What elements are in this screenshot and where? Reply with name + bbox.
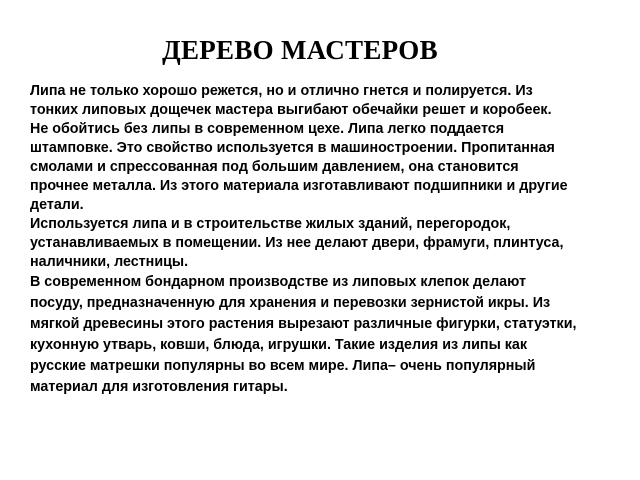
body-text — [30, 82, 578, 398]
paragraph-1: Липа не только хорошо режется, но и отлично гнется и полируется. Из тонких липовых дощечек мастера выгибают обечайки решет и коробеек. — [30, 83, 552, 118]
paragraph-4: В современном бондарном производстве из липовых клепок делают посуду, предназначенную для хранения и перевозки зернистой икры. Из мягкой древесины этого растения вырезают различные фигурки, статуэтки, кухонную утварь, ковши, блюда, игрушки. Такие изделия из липы как русские матрешки популярны во всем мире. Липа– очень популярный материал для изготовления гитары. — [30, 274, 577, 395]
paragraph-2: Не обойтись без липы в современном цехе. Липа легко поддается штамповке. Это свойство используется в машиностроении. Пропитанная смолами и спрессованная под большим давлением, она становится прочнее металла. Из этого материала изготавливают подшипники и другие детали. — [30, 121, 568, 213]
paragraph-3: Используется липа и в строительстве жилых зданий, перегородок, устанавливаемых в помещении. Из нее делают двери, фрамуги, плинтуса, наличники, лестницы. — [30, 216, 564, 270]
slide-title: ДЕРЕВО МАСТЕРОВ — [162, 35, 438, 65]
